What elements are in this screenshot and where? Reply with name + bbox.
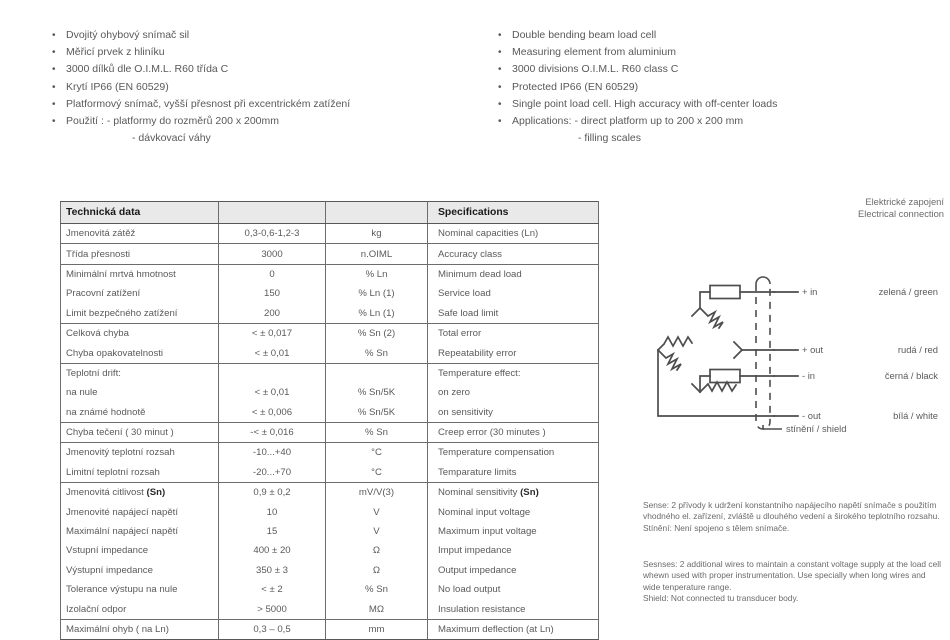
cell-value: 0,3-0,6-1,2-3 [219,224,326,244]
cell-technical-data: na nule [61,383,219,402]
bullet-icon: • [498,98,502,110]
cell-specification: Output impedance [428,561,599,580]
cell-technical-data: Maximální napájecí napětí [61,522,219,541]
cell-unit: % Sn (2) [326,323,428,343]
sense-note-czech [643,500,943,534]
bullet-icon: • [52,81,56,93]
column-header-specifications: Specifications [428,202,599,224]
cell-technical-data: Jmenovitá citlivost (Sn) [61,483,219,503]
cell-specification: Temperature effect: [428,363,599,383]
cell-value: -< ± 0,016 [219,422,326,442]
sn-symbol: (Sn) [146,487,166,499]
cell-unit: V [326,502,428,521]
feature-item [52,113,472,130]
note-line: Sense: 2 přívody k udržení konstantního napájecího napětí snímače s použitím [643,500,937,510]
cell-unit: n.OIML [326,244,428,264]
table-row [61,522,599,541]
cell-specification: Total error [428,323,599,343]
table-row [61,443,599,463]
cell-technical-data: Izolační odpor [61,599,219,619]
bridge-resistor-bottom-right [700,350,742,392]
table-row [61,580,599,599]
feature-item [52,79,472,96]
cell-technical-data: Jmenovité napájecí napětí [61,502,219,521]
cell-unit: % Sn/5K [326,403,428,423]
feature-list-english [498,27,918,147]
feature-item-text: Protected IP66 (EN 60529) [512,80,639,93]
note-line: Stínění: Není spojeno s tělem snímače. [643,522,790,533]
cell-unit: % Sn/5K [326,383,428,402]
cell-technical-data: Celková chyba [61,323,219,343]
cell-technical-data: Chyba tečení ( 30 minut ) [61,422,219,442]
cell-specification: Maximum input voltage [428,522,599,541]
wiring-diagram [648,270,938,440]
table-row [61,284,599,303]
cell-technical-data: na známé hodnotě [61,403,219,423]
cell-technical-data: Minimální mrtvá hmotnost [61,264,219,284]
cell-specification: Creep error (30 minutes ) [428,422,599,442]
cell-specification: Repeatability error [428,343,599,363]
cell-value: < ± 0,01 [219,383,326,402]
feature-item [498,96,918,113]
cell-technical-data: Pracovní zatížení [61,284,219,303]
bridge-resistor-top-right [700,308,742,350]
shield-conductor-lines [756,284,770,429]
cell-specification: Temparature limits [428,463,599,483]
table-row [61,483,599,503]
cell-specification: Safe load limit [428,304,599,324]
cell-specification: Maximum deflection (at Ln) [428,619,599,639]
cell-unit [326,363,428,383]
cell-technical-data: Jmenovitá zátěž [61,224,219,244]
cell-value: < ± 0,017 [219,323,326,343]
table-row [61,561,599,580]
cell-value: 15 [219,522,326,541]
cell-unit: MΩ [326,599,428,619]
cell-value: -20...+70 [219,463,326,483]
sn-symbol: (Sn) [520,487,539,499]
cell-technical-data: Vstupní impedance [61,541,219,560]
cell-specification: Accuracy class [428,244,599,264]
table-row [61,541,599,560]
bullet-icon: • [52,98,56,110]
feature-item-text: 3000 divisions O.I.M.L. R60 class C [512,63,679,76]
cell-unit: % Sn [326,343,428,363]
cell-unit: mV/V(3) [326,483,428,503]
feature-item [498,79,918,96]
cell-technical-data: Maximální ohyb ( na Ln) [61,619,219,639]
note-line: Shield: Not connected tu transducer body. [643,593,799,604]
cell-value [219,363,326,383]
cell-unit: % Sn [326,422,428,442]
feature-item [52,130,472,147]
cell-value: -10...+40 [219,443,326,463]
cell-unit: Ω [326,561,428,580]
feature-item [52,96,472,113]
table-row [61,244,599,264]
cell-specification: No load output [428,580,599,599]
bullet-icon: • [498,47,502,59]
cell-technical-data: Jmenovitý teplotní rozsah [61,443,219,463]
sense-note-english [643,559,943,605]
cell-value: 400 ± 20 [219,541,326,560]
feature-item-text: Použití : - platformy do rozměrů 200 x 200mm [66,115,279,128]
note-line: wide tenperature range. [643,581,732,592]
cell-technical-data: Tolerance výstupu na nule [61,580,219,599]
cell-value: > 5000 [219,599,326,619]
feature-item [52,61,472,78]
note-line: whewn used with proper instrumentation. Use specially when long wires and [643,570,926,581]
cell-specification: Nominal sensitivity (Sn) [428,483,599,503]
cell-specification: Nominal capacities (Ln) [428,224,599,244]
table-row [61,343,599,363]
cell-value: 0 [219,264,326,284]
terminal-label-minus-in: - in [802,370,816,381]
feature-item-text: Measuring element from aluminium [512,46,676,59]
top-node-lead [700,292,710,308]
cell-value: 200 [219,304,326,324]
cell-technical-data: Třída přesnosti [61,244,219,264]
shield-loop-top [756,277,770,284]
cell-value: 0,3 – 0,5 [219,619,326,639]
cell-unit: °C [326,463,428,483]
cell-unit: % Ln [326,264,428,284]
feature-list-czech [52,27,472,147]
table-row [61,599,599,619]
specification-table [60,201,599,640]
feature-item [498,61,918,78]
bullet-icon: • [52,64,56,76]
wire-color-minus-in: černá / black [884,370,938,381]
table-row [61,502,599,521]
feature-item-text: - dávkovací váhy [132,132,211,145]
cell-unit: % Ln (1) [326,304,428,324]
table-header-row [61,202,599,224]
wire-color-plus-in: zelená / green [878,286,938,297]
cell-specification: Minimum dead load [428,264,599,284]
wire-color-plus-out: rudá / red [897,344,938,355]
cell-value: 10 [219,502,326,521]
cell-specification: on sensitivity [428,403,599,423]
table-row [61,304,599,324]
table-row [61,403,599,423]
bullet-icon: • [52,30,56,41]
cell-specification: Imput impedance [428,541,599,560]
feature-item-text: 3000 dílků dle O.I.M.L. R60 třída C [66,63,229,76]
table-body [61,224,599,640]
bridge-resistor-bottom-left [658,350,700,392]
bullet-icon: • [498,30,502,41]
terminal-label-plus-out: + out [802,344,824,355]
feature-item [52,27,472,44]
cell-value: 350 ± 3 [219,561,326,580]
series-resistor-plus-in [710,286,740,299]
cell-unit: % Ln (1) [326,284,428,303]
shield-label: stínění / shield [786,423,847,434]
cell-value: < ± 2 [219,580,326,599]
series-resistor-minus-in [710,370,740,383]
bullet-icon: • [52,116,56,128]
cell-specification: Service load [428,284,599,303]
terminal-label-plus-in: + in [802,286,818,297]
feature-item-text: Applications: - direct platform up to 200 x 200 mm [512,115,744,128]
cell-unit: V [326,522,428,541]
feature-item [52,44,472,61]
bullet-icon: • [498,64,502,76]
cell-value: 150 [219,284,326,303]
column-header-value [219,202,326,224]
cell-technical-data: Teplotní drift: [61,363,219,383]
cell-technical-data: Limit bezpečného zatížení [61,304,219,324]
table-row [61,363,599,383]
cell-specification: Insulation resistance [428,599,599,619]
bridge-resistor-top-left [658,308,700,350]
note-line: Sesnses: 2 additional wires to maintain a constant voltage supply at the load cell [643,559,941,569]
wire-color-minus-out: bílá / white [893,410,938,421]
feature-item-text: Měřicí prvek z hliníku [66,46,165,59]
cell-value: < ± 0,006 [219,403,326,423]
feature-item [498,27,918,44]
connection-caption [700,196,944,221]
table-row [61,323,599,343]
note-line: vhodného el. zařízení, zvláště u dlouhého vedení a širokého teplotního rozsahu. [643,511,940,522]
cell-technical-data: Limitní teplotní rozsah [61,463,219,483]
column-header-technical-data: Technická data [61,202,219,224]
cell-value: 0,9 ± 0,2 [219,483,326,503]
feature-item [498,44,918,61]
bullet-icon: • [498,116,502,128]
cell-unit: mm [326,619,428,639]
cell-unit: % Sn [326,580,428,599]
feature-item [498,130,918,147]
cell-specification: Nominal input voltage [428,502,599,521]
table-row [61,422,599,442]
cell-unit: Ω [326,541,428,560]
table-row [61,383,599,402]
cell-unit: °C [326,443,428,463]
column-header-unit [326,202,428,224]
cell-unit: kg [326,224,428,244]
table-row [61,224,599,244]
cell-technical-data: Výstupní impedance [61,561,219,580]
bullet-icon: • [498,81,502,93]
table-row [61,264,599,284]
feature-item-text: Platformový snímač, vyšší přesnost při excentrickém zatížení [66,97,351,110]
cell-specification: Temperature compensation [428,443,599,463]
table-row [61,619,599,639]
feature-item-text: Krytí IP66 (EN 60529) [66,80,169,93]
cell-value: < ± 0,01 [219,343,326,363]
connection-caption-english: Electrical connection [858,208,944,220]
terminal-label-minus-out: - out [802,410,821,421]
bullet-icon: • [52,47,56,59]
feature-item-text: Double bending beam load cell [512,29,657,41]
feature-item-text: Dvojitý ohybový snímač sil [66,29,190,41]
feature-item-text: - filling scales [578,132,642,145]
cell-value: 3000 [219,244,326,264]
connection-caption-czech: Elektrické zapojení [865,196,944,207]
feature-item [498,113,918,130]
feature-item-text: Single point load cell. High accuracy with off-center loads [512,97,778,110]
cell-technical-data: Chyba opakovatelnosti [61,343,219,363]
cell-specification: on zero [428,383,599,402]
table-row [61,463,599,483]
